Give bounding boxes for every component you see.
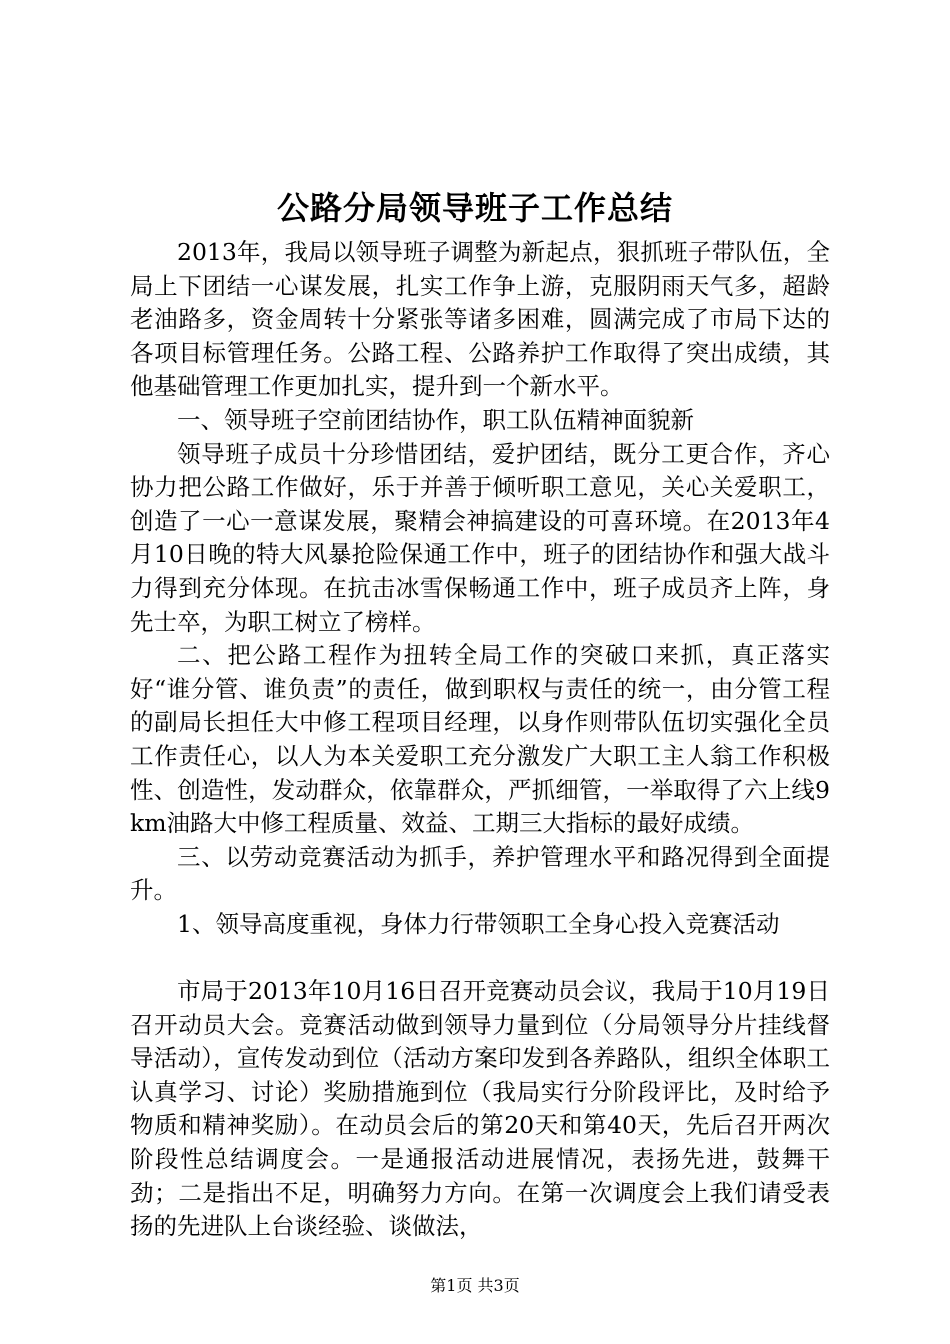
paragraph-section-1: 领导班子成员十分珍惜团结，爱护团结，既分工更合作，齐心协力把公路工作做好，乐于并善于倾听职工意见，关心关爱职工，创造了一心一意谋发展，聚精会神搞建设的可喜环境。在2013年4月10日晚的特大风暴抢险保通工作中，班子的团结协作和强大战斗力得到充分体现。在抗击冰雪保畅通工作中，班子成员齐上阵，身先士卒，为职工树立了榜样。 [130, 439, 830, 636]
page-footer: 第1页 共3页 [430, 1276, 520, 1295]
paragraph-intro: 2013年，我局以领导班子调整为新起点，狠抓班子带队伍，全局上下团结一心谋发展，扎实工作争上游，克服阴雨天气多，超龄老油路多，资金周转十分紧张等诸多困难，圆满完成了市局下达的各项目标管理任务。公路工程、公路养护工作取得了突出成绩，其他基础管理工作更加扎实，提升到一个新水平。 [130, 238, 830, 401]
document-title: 公路分局领导班子工作总结 [276, 189, 673, 227]
paragraph-section-2: 二、把公路工程作为扭转全局工作的突破口来抓，真正落实好“谁分管、谁负责”的责任，做到职权与责任的统一，由分管工程的副局长担任大中修工程项目经理，以身作则带队伍切实强化全员工作责任心，以人为本关爱职工充分激发广大职工主人翁工作积极性、创造性，发动群众，依靠群众，严抓细管，一举取得了六上线9km油路大中修工程质量、效益、工期三大指标的最好成绩。 [130, 641, 830, 838]
section-heading-3: 三、以劳动竞赛活动为抓手，养护管理水平和路况得到全面提升。 [130, 842, 830, 905]
section-heading-1: 一、领导班子空前团结协作，职工队伍精神面貌新 [177, 405, 694, 434]
paragraph-subsection-1: 市局于2013年10月16日召开竞赛动员会议，我局于10月19日召开动员大会。竞赛活动做到领导力量到位（分局领导分片挂线督导活动），宣传发动到位（活动方案印发到各养路队，组织全体职工认真学习、讨论）奖励措施到位（我局实行分阶段评比，及时给予物质和精神奖励）。在动员会后的第20天和第40天，先后召开两次阶段性总结调度会。一是通报活动进展情况，表扬先进，鼓舞干劲；二是指出不足，明确努力方向。在第一次调度会上我们请受表扬的先进队上台谈经验、谈做法， [130, 977, 830, 1241]
document-body [130, 236, 830, 1244]
subsection-heading-1: 1、领导高度重视，身体力行带领职工全身心投入竞赛活动 [177, 909, 780, 938]
